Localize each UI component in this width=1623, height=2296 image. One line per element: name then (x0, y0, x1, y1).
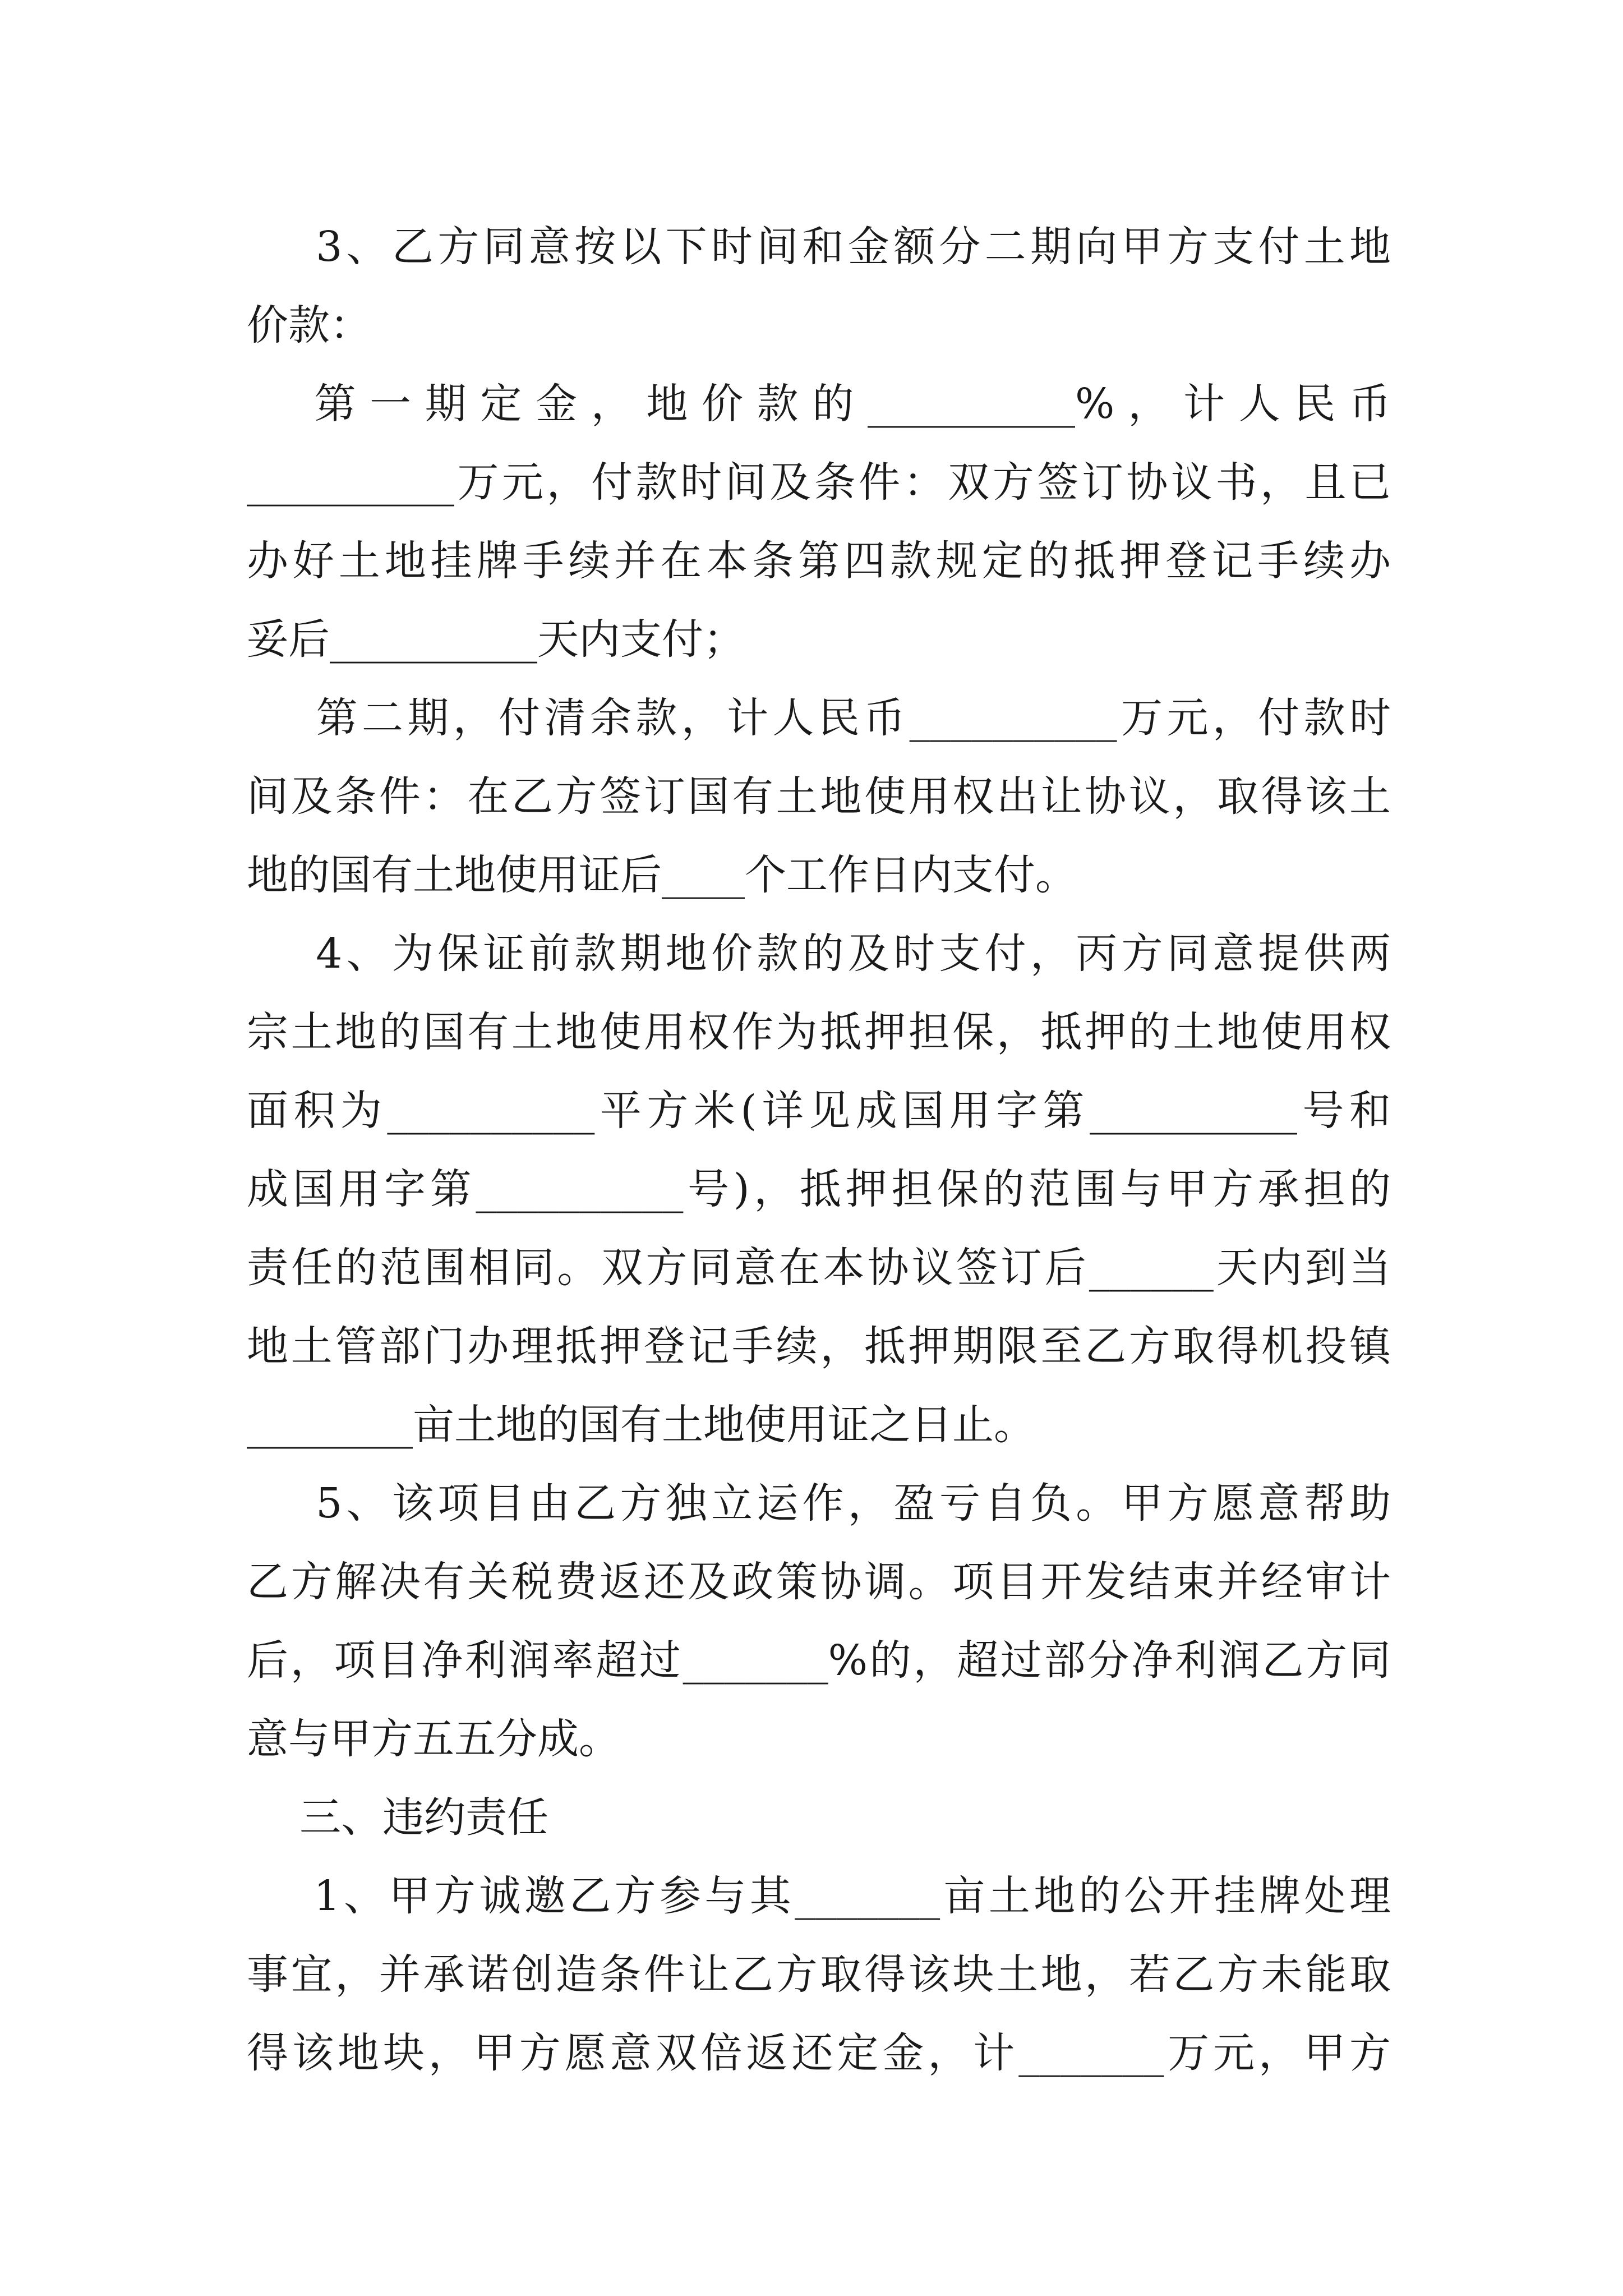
paragraph-line: 间及条件：在乙方签订国有土地使用权出让协议，取得该土 (247, 772, 1391, 821)
paragraph-line: 1、甲方诚邀乙方参与其_______亩土地的公开挂牌处理 (247, 1872, 1391, 1920)
paragraph-line: 责任的范围相同。双方同意在本协议签订后______天内到当 (247, 1244, 1391, 1292)
paragraph-line: 地的国有土地使用证后____个工作日内支付。 (247, 851, 1077, 899)
paragraph-line: 成国用字第__________号)，抵押担保的范围与甲方承担的 (247, 1165, 1391, 1213)
paragraph-line: 3、乙方同意按以下时间和金额分二期向甲方支付土地 (247, 223, 1391, 271)
paragraph-line: 得该地块，甲方愿意双倍返还定金，计_______万元，甲方 (247, 2029, 1391, 2077)
paragraph-line: 办好土地挂牌手续并在本条第四款规定的抵押登记手续办 (247, 537, 1391, 585)
section-heading: 三、违约责任 (247, 1793, 549, 1842)
paragraph-line: 面积为__________平方米(详见成国用字第__________号和 (247, 1087, 1391, 1135)
paragraph-line: 价款： (247, 301, 371, 349)
paragraph-line: 事宜，并承诺创造条件让乙方取得该块土地，若乙方未能取 (247, 1950, 1391, 1999)
paragraph-line: 地土管部门办理抵押登记手续，抵押期限至乙方取得机投镇 (247, 1322, 1391, 1370)
paragraph-line: __________万元，付款时间及条件：双方签订协议书，且已 (247, 458, 1391, 507)
paragraph-line: 宗土地的国有土地使用权作为抵押担保，抵押的土地使用权 (247, 1008, 1391, 1056)
paragraph-line: 4、为保证前款期地价款的及时支付，丙方同意提供两 (247, 930, 1391, 978)
paragraph-line: 后，项目净利润率超过_______%的，超过部分净利润乙方同 (247, 1636, 1391, 1685)
paragraph-line: ________亩土地的国有土地使用证之日止。 (247, 1401, 1035, 1449)
paragraph-line: 第二期，付清余款，计人民币__________万元，付款时 (247, 694, 1391, 742)
paragraph-line: 乙方解决有关税费返还及政策协调。项目开发结束并经审计 (247, 1558, 1391, 1606)
paragraph-line: 妥后__________天内支付； (247, 615, 745, 664)
paragraph-line: 5、该项目由乙方独立运作，盈亏自负。甲方愿意帮助 (247, 1479, 1391, 1527)
paragraph-line: 意与甲方五五分成。 (247, 1715, 620, 1763)
paragraph-line: 第 一 期 定 金 ， 地 价 款 的 __________% ， 计 人 民 币 (247, 380, 1391, 428)
